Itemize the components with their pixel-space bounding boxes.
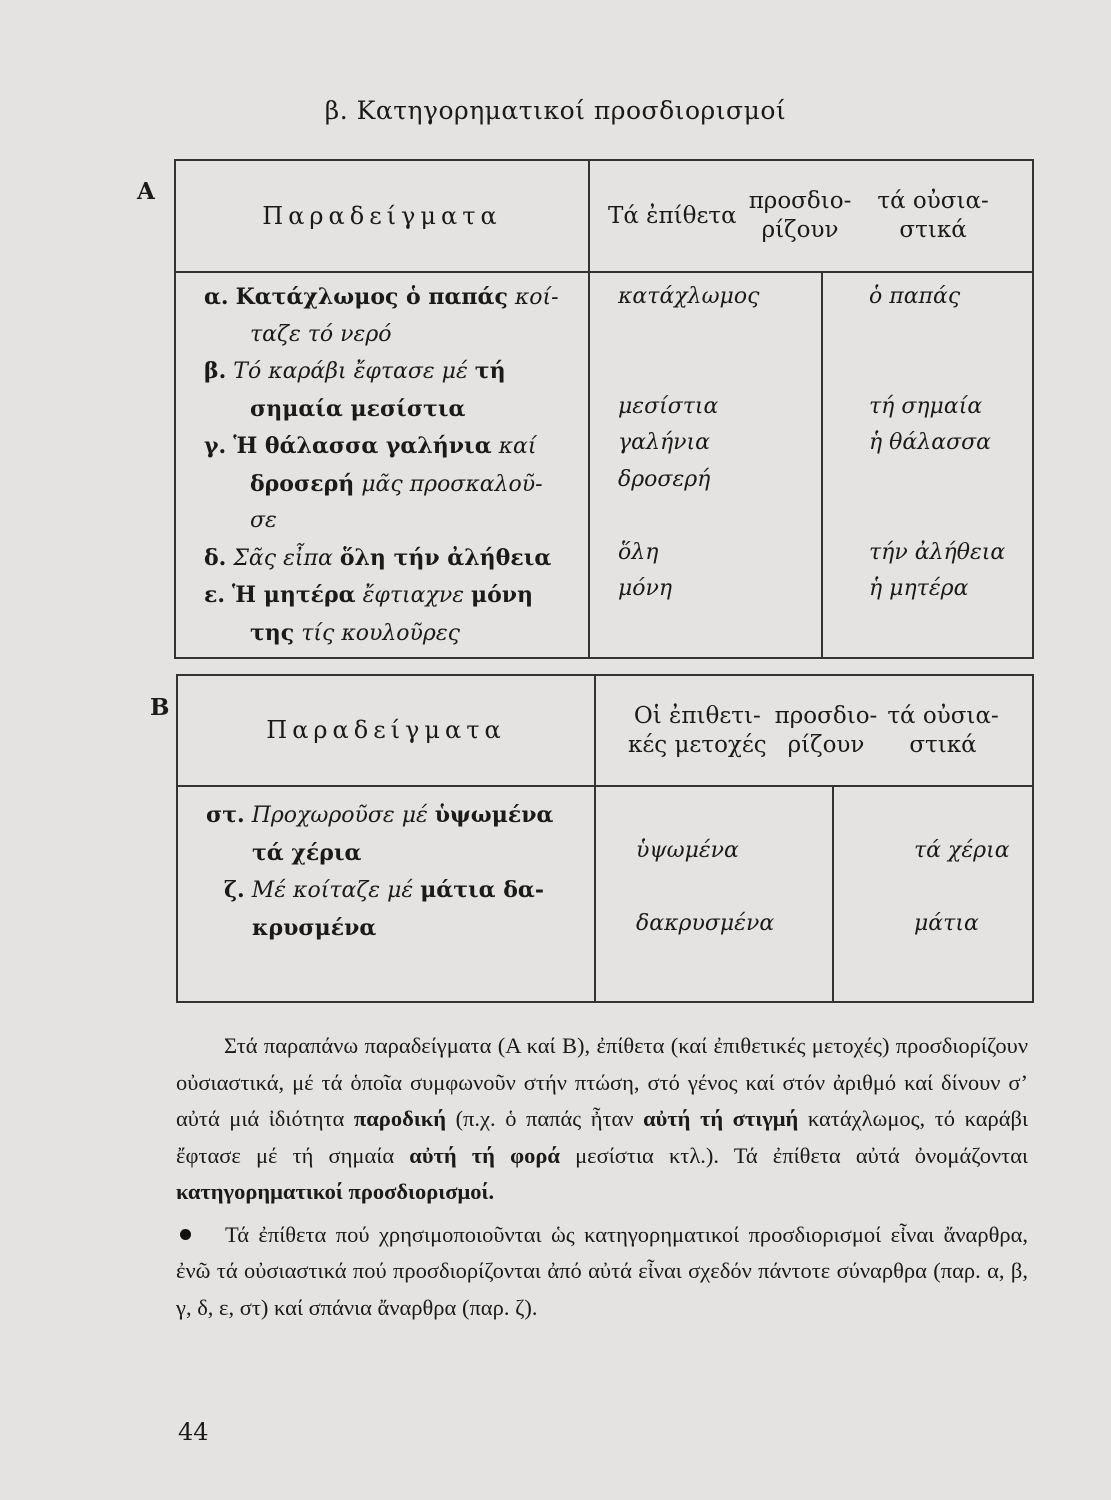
table-b <box>176 674 1034 1003</box>
table-a-nouns-cell: ὁ παπάς τή σημαία ἡ θάλασσα τήν ἀλήθεια ἡ μητέρα <box>822 272 1033 658</box>
example-d: δ. Σᾶς εἶπα ὅλη τήν ἀλήθεια <box>204 544 552 571</box>
paragraph-2: Τά ἐπίθετα πού χρησιμοποιοῦνται ὡς κατηγορηματικοί προσδιορισμοί εἶναι ἄναρθρα, ἐνῶ τά οὐσιαστικά πού προσδιορίζονται ἀπό αὐτά εἶναι σχεδόν πάντοτε σύναρθρα (παρ. α, β, γ, δ, ε, στ) καί σπάνια ἄναρθρα (παρ. ζ). <box>176 1221 1028 1320</box>
table-a-header-examples: Παραδείγματα <box>175 160 589 272</box>
example-a: α. Κατάχλωμος ὁ παπάς κοί- <box>204 284 559 310</box>
example-b-cont: σημαία μεσίστια <box>250 395 466 422</box>
example-e-cont: της τίς κουλοῦρες <box>250 619 460 646</box>
example-g: γ. Ἡ θάλασσα γαλήνια καί <box>204 433 537 459</box>
example-e: ε. Ἡ μητέρα ἔφτιαχνε μόνη <box>204 582 534 608</box>
example-z: ζ. Μέ κοίταζε μέ μάτια δα- <box>224 877 544 903</box>
body-text <box>176 1028 1028 1326</box>
page-number: 44 <box>178 1418 209 1446</box>
table-b-header-right: Οἱ ἐπιθετι- κές μετοχές προσδιο- ρίζουν τά οὐσια- στικά <box>595 675 1033 786</box>
paragraph-1: Στά παραπάνω παραδείγματα (Α καί Β), ἐπίθετα (καί ἐπιθετικές μετοχές) προσδιορίζουν οὐσιαστικά, μέ τά ὁποῖα συμφωνοῦν στήν πτώση, στό γένος καί στόν ἀριθμό καί δίνουν σ’ αὐτά μιά ἰδιότητα παροδική (π.χ. ὁ παπάς ἦταν αὐτή τή στιγμή κατάχλωμος, τό καράβι ἔφτασε μέ τή σημαία αὐτή τή φορά μεσίστια κτλ.). Τά ἐπίθετα αὐτά ὀνομάζονται κατηγορηματικοί προσδιορισμοί. <box>176 1033 1029 1204</box>
table-b-participles-cell: ὑψωμένα δακρυσμένα <box>595 786 833 1002</box>
bullet-icon <box>180 1229 191 1240</box>
example-g-cont2: σε <box>250 508 277 533</box>
table-a <box>174 159 1034 659</box>
table-a-header-right: Τά ἐπίθετα προσδιο- ρίζουν τά οὐσια- στικά <box>589 160 1033 272</box>
example-b: β. Τό καράβι ἔφτασε μέ τή <box>204 358 506 384</box>
example-st-cont: τά χέρια <box>252 839 362 866</box>
table-b-nouns-cell: τά χέρια μάτια <box>833 786 1033 1002</box>
table-a-label: A <box>137 178 155 205</box>
example-a-cont: ταζε τό νερό <box>250 321 392 347</box>
example-z-cont: κρυσμένα <box>252 914 377 941</box>
example-st: στ. Προχωροῦσε μέ ὑψωμένα <box>206 802 554 828</box>
table-b-label: B <box>150 694 170 721</box>
table-a-examples-cell <box>175 272 589 658</box>
table-b-examples-cell <box>177 786 595 1002</box>
table-b-header-examples: Παραδείγματα <box>177 675 595 786</box>
table-a-adjectives-cell: κατάχλωμος μεσίστια γαλήνια δροσερή ὅλη μόνη <box>589 272 822 658</box>
example-g-cont: δροσερή μᾶς προσκαλοῦ- <box>250 470 543 497</box>
section-title: β. Κατηγορηματικοί προσδιορισμοί <box>324 96 787 125</box>
